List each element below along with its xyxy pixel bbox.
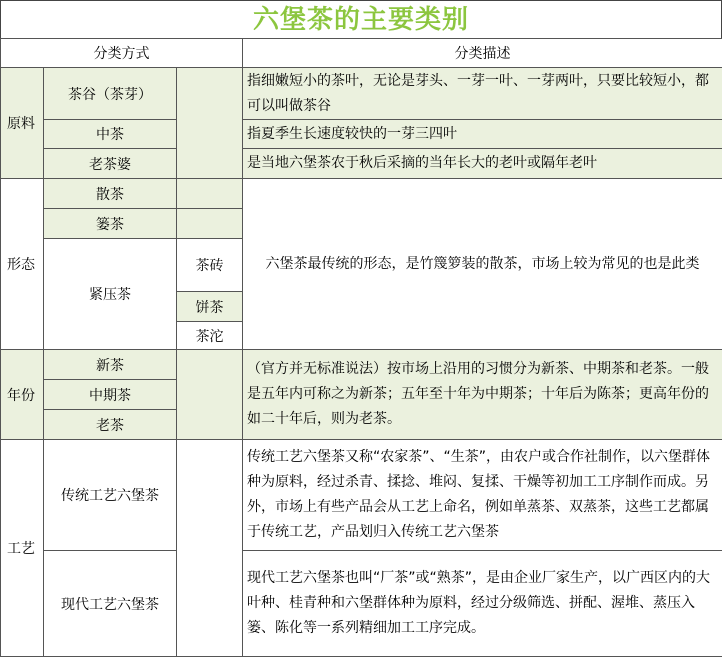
table-row — [1, 149, 722, 179]
description-cell: 是当地六堡茶农于秋后采摘的当年长大的老叶或隔年老叶 — [243, 149, 722, 179]
category-year: 年份 — [1, 350, 44, 440]
empty-cell — [177, 179, 243, 209]
item-cell: 老茶 — [44, 410, 177, 440]
header-method: 分类方式 — [1, 39, 243, 68]
table-row — [1, 350, 722, 380]
table-row — [1, 551, 722, 657]
item-cell: 紧压茶 — [44, 239, 177, 350]
item-cell: 中期茶 — [44, 380, 177, 410]
description-cell: 指细嫩短小的茶叶，无论是芽头、一芽一叶、一芽两叶，只要比较短小，都可以叫做茶谷 — [243, 68, 722, 120]
item-cell: 散茶 — [44, 179, 177, 209]
header-description: 分类描述 — [243, 39, 722, 68]
category-craft: 工艺 — [1, 440, 44, 657]
table-row — [1, 68, 722, 120]
category-form: 形态 — [1, 179, 44, 350]
item-cell: 篓茶 — [44, 209, 177, 239]
empty-cell — [177, 209, 243, 239]
category-raw: 原料 — [1, 68, 44, 179]
description-cell: 指夏季生长速度较快的一芽三四叶 — [243, 120, 722, 149]
item-cell: 传统工艺六堡茶 — [44, 440, 177, 551]
description-cell: 现代工艺六堡茶也叫“厂茶”或“熟茶”，是由企业厂家生产，以广西区内的大叶种、桂青种和六堡群体种为原料，经过分级筛选、拼配、渥堆、蒸压入篓、陈化等一系列精细加工工序完成。 — [243, 551, 722, 657]
sub-item-cell: 茶沱 — [177, 322, 243, 350]
table-row — [1, 440, 722, 551]
description-cell: （官方并无标准说法）按市场上沿用的习惯分为新茶、中期茶和老茶。一般是五年内可称之为新茶；五年至十年为中期茶；十年后为陈茶；更高年份的如二十年后，则为老茶。 — [243, 350, 722, 440]
item-cell: 中茶 — [44, 120, 177, 149]
sub-item-cell: 饼茶 — [177, 292, 243, 322]
description-cell: 六堡茶最传统的形态，是竹篾箩装的散茶，市场上较为常见的也是此类 — [243, 179, 722, 350]
sub-item-cell: 茶砖 — [177, 239, 243, 292]
empty-cell — [177, 68, 243, 179]
page-title: 六堡茶的主要类别 — [0, 0, 722, 38]
table-row — [1, 179, 722, 209]
item-cell: 老茶婆 — [44, 149, 177, 179]
empty-cell — [177, 440, 243, 657]
table-header-row — [1, 39, 722, 68]
description-cell: 传统工艺六堡茶又称“农家茶”、“生茶”，由农户或合作社制作，以六堡群体种为原料，经过杀青、揉捻、堆闷、复揉、干燥等初加工工序制作而成。另外，市场上有些产品会从工艺上命名，例如单蒸茶、双蒸茶，这些工艺都属于传统工艺，产品划归入传统工艺六堡茶 — [243, 440, 722, 551]
category-table — [0, 38, 722, 657]
empty-cell — [177, 350, 243, 440]
table-row — [1, 120, 722, 149]
item-cell: 茶谷（茶芽） — [44, 68, 177, 120]
item-cell: 现代工艺六堡茶 — [44, 551, 177, 657]
item-cell: 新茶 — [44, 350, 177, 380]
